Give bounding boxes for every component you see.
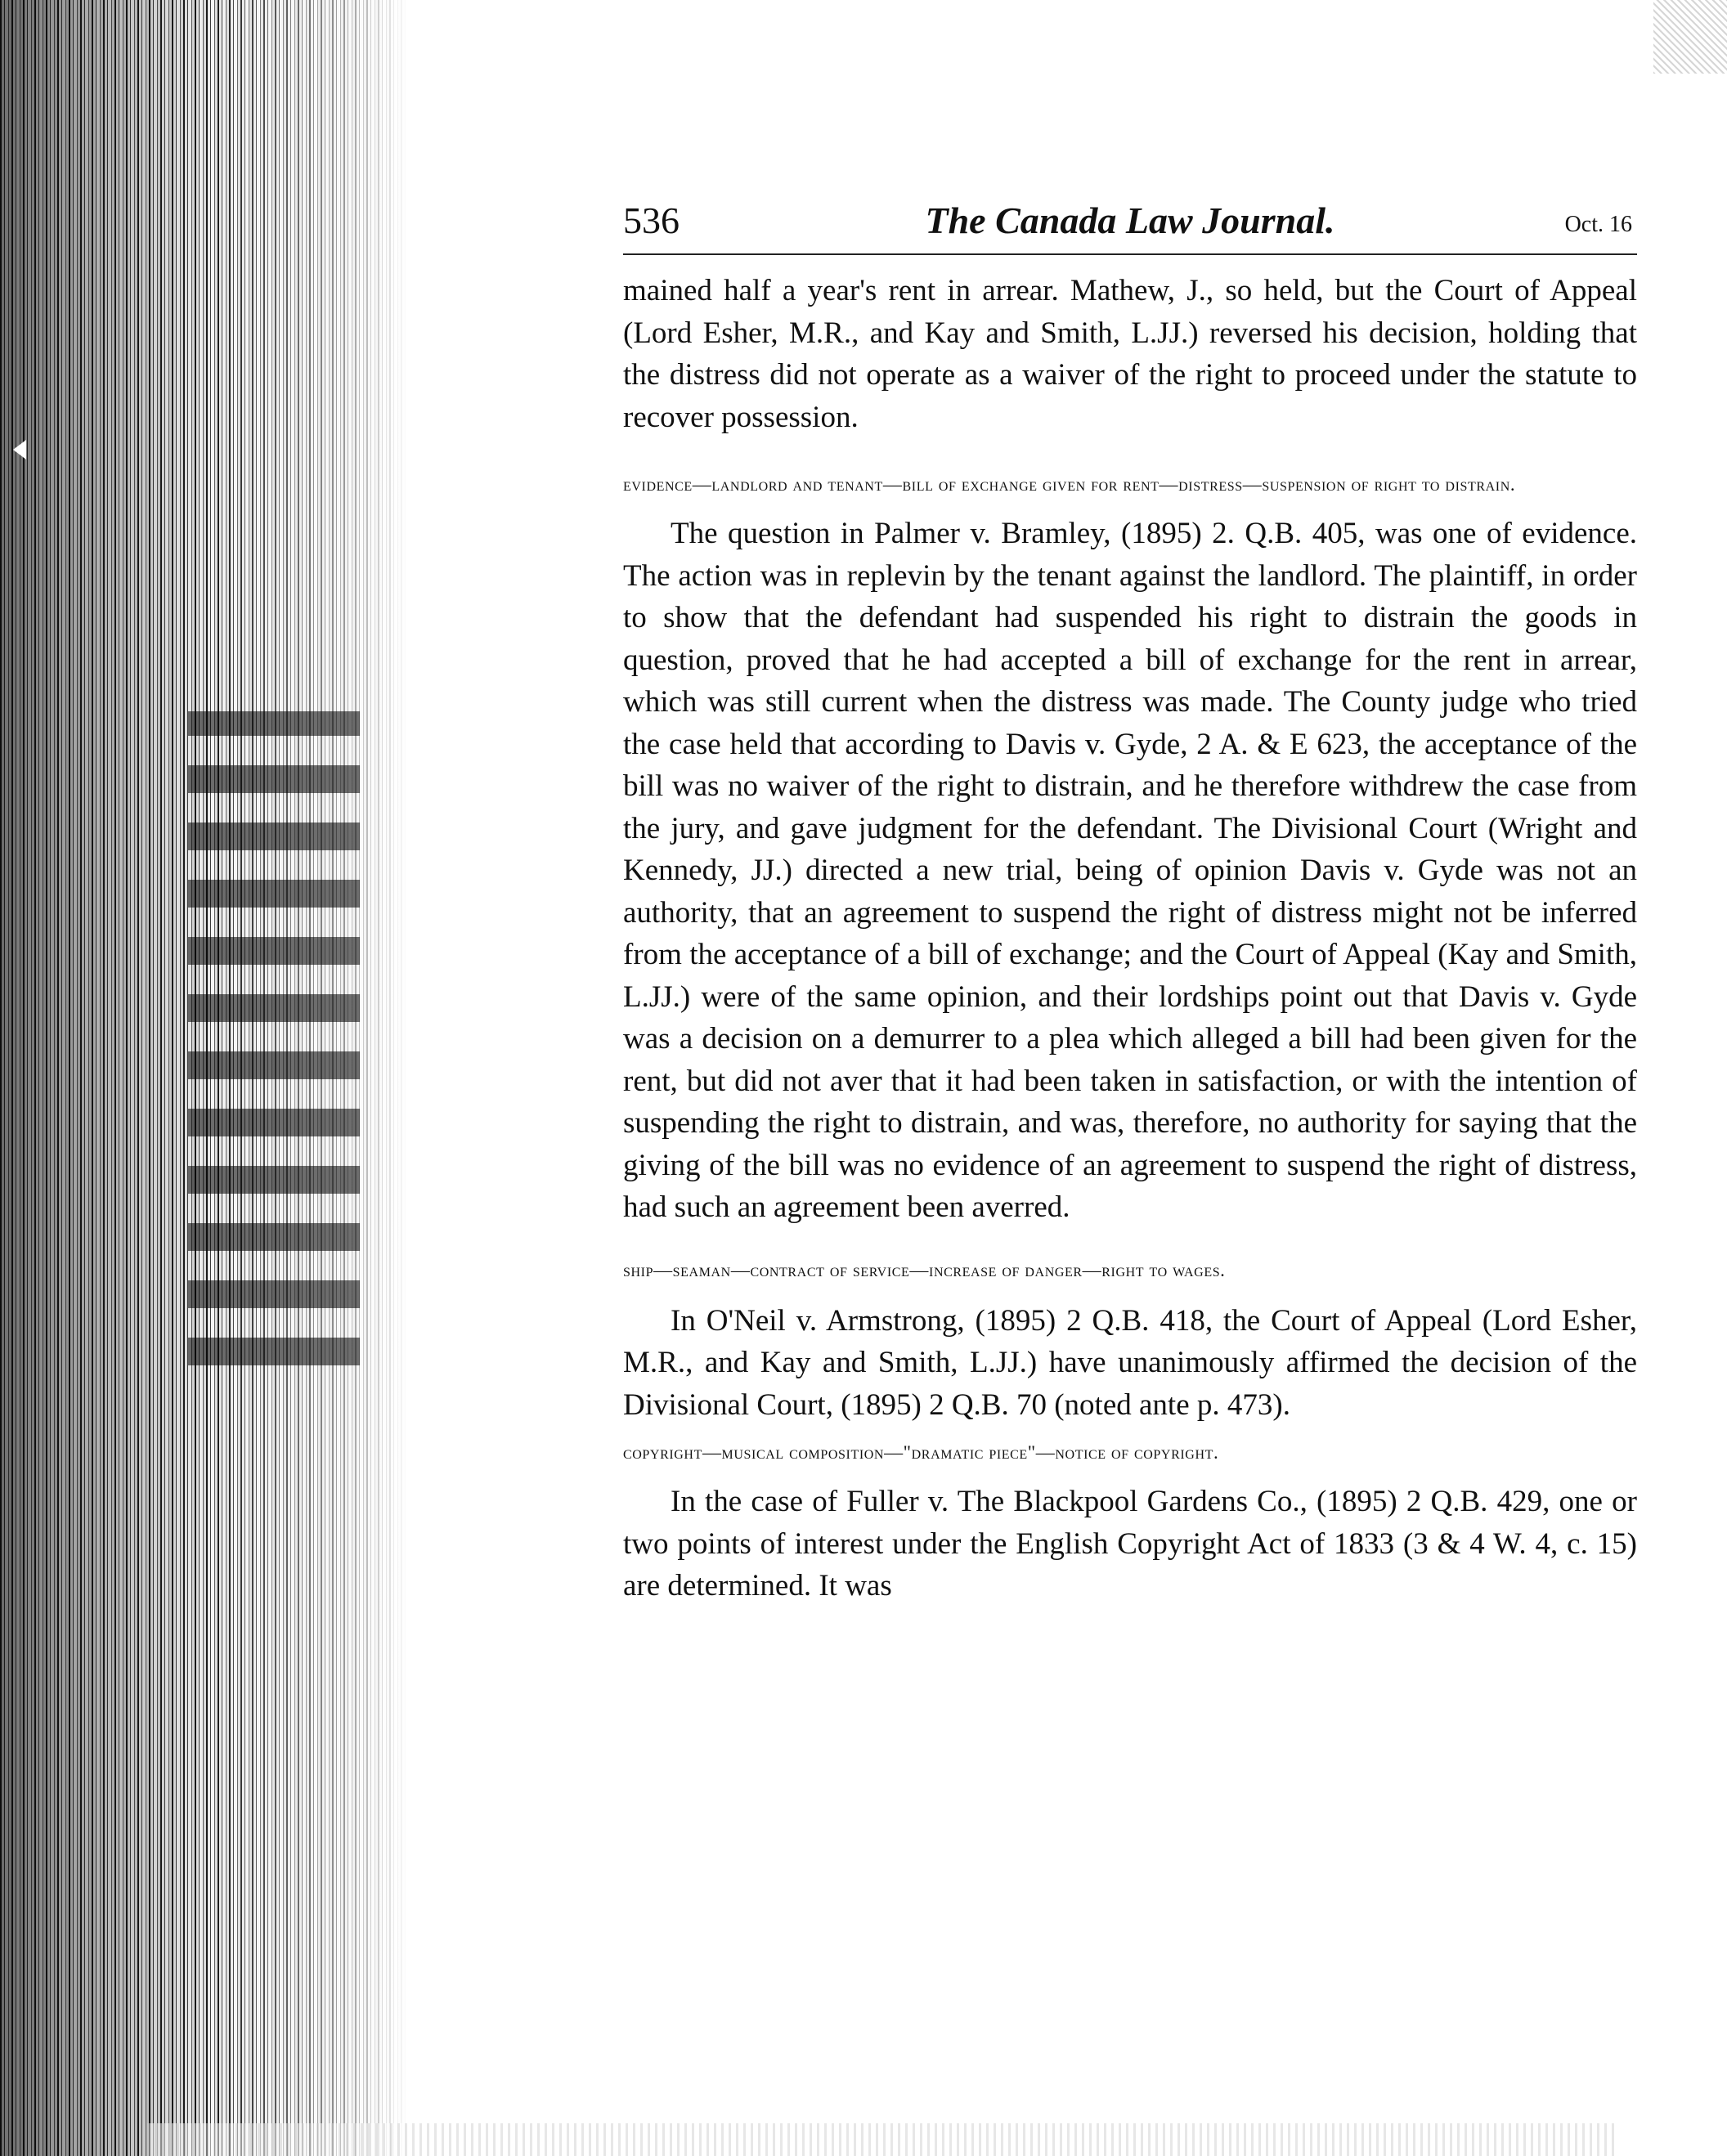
journal-title: The Canada Law Journal. [925,199,1335,241]
paragraph-palmer-v-bramley: The question in Palmer v. Bramley, (1895) 2. Q.B. 405, was one of evidence. The action was in replevin by the tenant against the landlord. The plaintiff, in order to show that the defendant had suspended his right to distrain the goods in question, proved that he had accepted a bill of exchange for the rent in arrear, which was still current when the distress was made. The County judge who tried the case held that according to Davis v. Gyde, 2 A. & E 623, the acceptance of the bill was no waiver of the right to distrain, and he therefore withdrew the case from the jury, and gave judgment for the defendant. The Divisional Court (Wright and Kennedy, JJ.) directed a new trial, being of opinion Davis v. Gyde was not an authority, that an agreement to suspend the right of distress might not be inferred from the acceptance of a bill of exchange; and the Court of Appeal (Kay and Smith, L.JJ.) were of the same opinion, and their lordships point out that Davis v. Gyde was a decision on a demurrer to a plea which alleged a bill had been given for the rent, but did not aver that it had been taken in satisfaction, or with the intention of suspending the right to distrain, and was, therefore, no authority for saying that the giving of the bill was no evidence of an agreement to suspend the right of distress, had such an agreement been averred. [623,517,1637,1224]
page-edge-notch [13,440,26,459]
paragraph-fuller-v-blackpool: In the case of Fuller v. The Blackpool Gardens Co., (1895) 2 Q.B. 429, one or two points of interest under the English Copyright Act of 1833 (3 & 4 W. 4, c. 15) are determined. It was [623,1485,1637,1602]
running-head [623,196,1637,255]
page-number: 536 [623,199,680,241]
facing-page-bleed-through [188,711,360,1365]
paragraph-oneil-v-armstrong: In O'Neil v. Armstrong, (1895) 2 Q.B. 418, the Court of Appeal (Lord Esher, M.R., and Kay and Smith, L.JJ.) have unanimously affirmed the decision of the Divisional Court, (1895) 2 Q.B. 70 (noted ante p. 473). [623,1303,1637,1422]
section-heading-ship-seaman: ship—seaman—contract of service—increase of danger—right to wages. [623,1259,1226,1280]
issue-date: Oct. 16 [1564,212,1632,237]
scan-bottom-noise [147,2123,1619,2156]
continued-paragraph: mained half a year's rent in arrear. Mathew, J., so held, but the Court of Appeal (Lord Esher, M.R., and Kay and Smith, L.JJ.) reversed his decision, holding that the distress did not operate as a waiver of the right to proceed under the statute to recover possession. [623,274,1637,434]
section-heading-evidence: evidence—landlord and tenant—bill of exchange given for rent—distress—suspension of right to distrain. [623,474,1516,495]
section-heading-copyright: copyright—musical composition—"dramatic piece"—notice of copyright. [623,1442,1219,1463]
journal-page [623,196,1637,1607]
scan-corner-noise [1653,0,1727,74]
